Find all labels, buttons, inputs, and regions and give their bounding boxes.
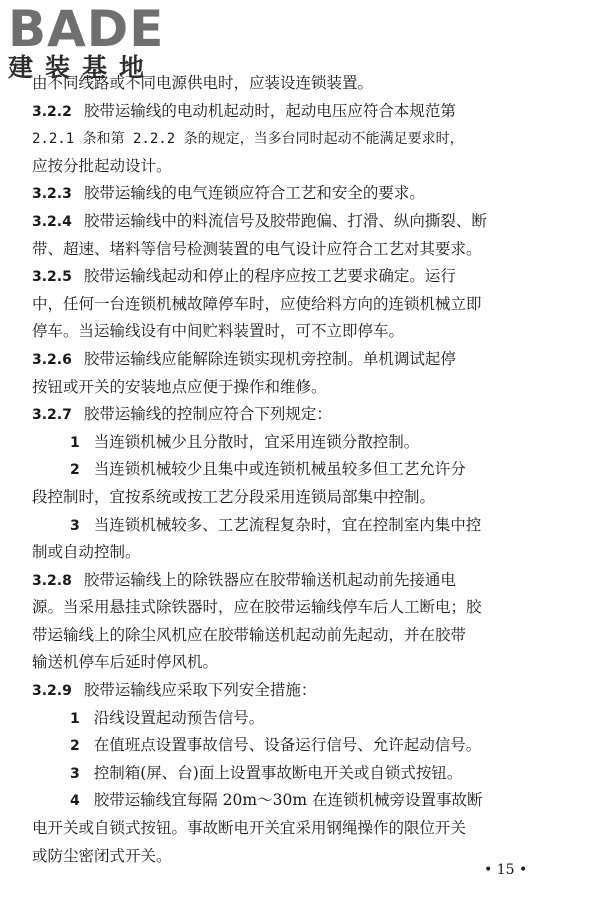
line-text: 当连锁机械较多、工艺流程复杂时，宜在控制室内集中控	[93, 515, 482, 534]
line-text: 胶带运输线起动和停止的程序应按工艺要求确定。运行	[83, 267, 456, 286]
line-text: 胶带运输线上的除铁器应在胶带输送机起动前先接通电	[83, 570, 456, 589]
line-text: 段控制时，宜按系统或按工艺分段采用连锁局部集中控制。	[32, 487, 436, 506]
watermark-subtitle: 建装基地	[8, 53, 157, 82]
list-item-number: 4	[70, 793, 80, 810]
list-item-line	[32, 760, 572, 788]
page-number: • 15 •	[484, 862, 528, 878]
clause-number: 3.2.9	[32, 683, 72, 700]
text-line	[32, 484, 572, 512]
line-text: 中，任何一台连锁机械故障停车时，应使给料方向的连锁机械立即	[32, 294, 482, 313]
list-item-line	[32, 429, 572, 457]
list-item-number: 1	[70, 710, 80, 727]
list-item-line	[32, 732, 572, 760]
text-line	[32, 153, 572, 181]
clause-number: 3.2.6	[32, 351, 72, 368]
list-item-number: 3	[70, 517, 80, 534]
list-item-number: 1	[70, 434, 80, 451]
clause-line	[32, 677, 572, 705]
clause-number: 3.2.8	[32, 572, 72, 589]
line-text: 胶带运输线中的料流信号及胶带跑偏、打滑、纵向撕裂、断	[83, 211, 487, 230]
text-line	[32, 539, 572, 567]
line-text: 2.2.1 条和第 2.2.2 条的规定，当多台同时起动不能满足要求时，	[32, 131, 464, 148]
text-line	[32, 815, 572, 843]
line-text: 由不同线路或不同电源供电时，应装设连锁装置。	[32, 74, 374, 92]
line-text: 胶带运输线的电动机起动时，起动电压应符合本规范第	[83, 101, 456, 120]
line-text: 应按分批起动设计。	[32, 156, 172, 175]
text-line	[32, 125, 572, 153]
line-text: 制或自动控制。	[32, 543, 141, 562]
line-text: 胶带运输线的控制应符合下列规定：	[83, 405, 332, 424]
line-text: 带运输线上的除尘风机应在胶带输送机起动前先起动，并在胶带	[32, 625, 467, 644]
text-line	[32, 236, 572, 264]
clause-line	[32, 567, 572, 595]
line-text: 沿线设置起动预告信号。	[93, 708, 265, 727]
text-line	[32, 318, 572, 346]
clause-number: 3.2.7	[32, 407, 72, 424]
line-text: 按钮或开关的安装地点应便于操作和维修。	[32, 377, 327, 396]
list-item-number: 2	[70, 462, 80, 479]
list-item-line	[32, 456, 572, 484]
list-item-line	[32, 512, 572, 540]
list-item-line	[32, 787, 572, 815]
line-text: 当连锁机械少且分散时，宜采用连锁分散控制。	[93, 432, 420, 451]
list-item-line	[32, 705, 572, 733]
line-text: 在值班点设置事故信号、设备运行信号、允许起动信号。	[93, 736, 482, 755]
list-item-number: 3	[70, 765, 80, 782]
clause-number: 3.2.5	[32, 269, 72, 286]
line-text: 带、超速、堵料等信号检测装置的电气设计应符合工艺对其要求。	[32, 239, 482, 258]
clause-line	[32, 98, 572, 126]
list-item-number: 2	[70, 738, 80, 755]
line-text: 或防尘密闭式开关。	[32, 846, 172, 865]
clause-number: 3.2.3	[32, 186, 72, 203]
line-text: 胶带运输线的电气连锁应符合工艺和安全的要求。	[83, 184, 425, 203]
line-text: 电开关或自锁式按钮。事故断电开关宜采用钢绳操作的限位开关	[32, 819, 467, 838]
line-text: 输送机停车后延时停风机。	[32, 653, 219, 672]
clause-number: 3.2.4	[32, 213, 72, 230]
clause-line	[32, 208, 572, 236]
clause-line	[32, 263, 572, 291]
text-line	[32, 594, 572, 622]
line-text: 胶带运输线应能解除连锁实现机旁控制。单机调试起停	[83, 349, 456, 368]
line-text: 停车。当运输线设有中间贮料装置时，可不立即停车。	[32, 322, 405, 341]
document-body	[32, 70, 572, 870]
line-text: 当连锁机械较少且集中或连锁机械虽较多但工艺允许分	[93, 460, 466, 479]
watermark-logo	[8, 2, 164, 82]
line-text: 控制箱(屏、台)面上设置事故断电开关或自锁式按钮。	[93, 763, 463, 782]
clause-number: 3.2.2	[32, 103, 72, 120]
clause-line	[32, 180, 572, 208]
clause-line	[32, 346, 572, 374]
clause-line	[32, 401, 572, 429]
text-line	[32, 374, 572, 402]
line-text: 源。当采用悬挂式除铁器时，应在胶带运输线停车后人工断电；胶	[32, 598, 482, 617]
text-line	[32, 649, 572, 677]
text-line	[32, 622, 572, 650]
line-text: 胶带运输线应采取下列安全措施：	[83, 681, 317, 700]
text-line	[32, 291, 572, 319]
watermark-brand: BADE	[8, 0, 165, 58]
line-text: 胶带运输线宜每隔 20m～30m 在连锁机械旁设置事故断	[93, 791, 483, 810]
